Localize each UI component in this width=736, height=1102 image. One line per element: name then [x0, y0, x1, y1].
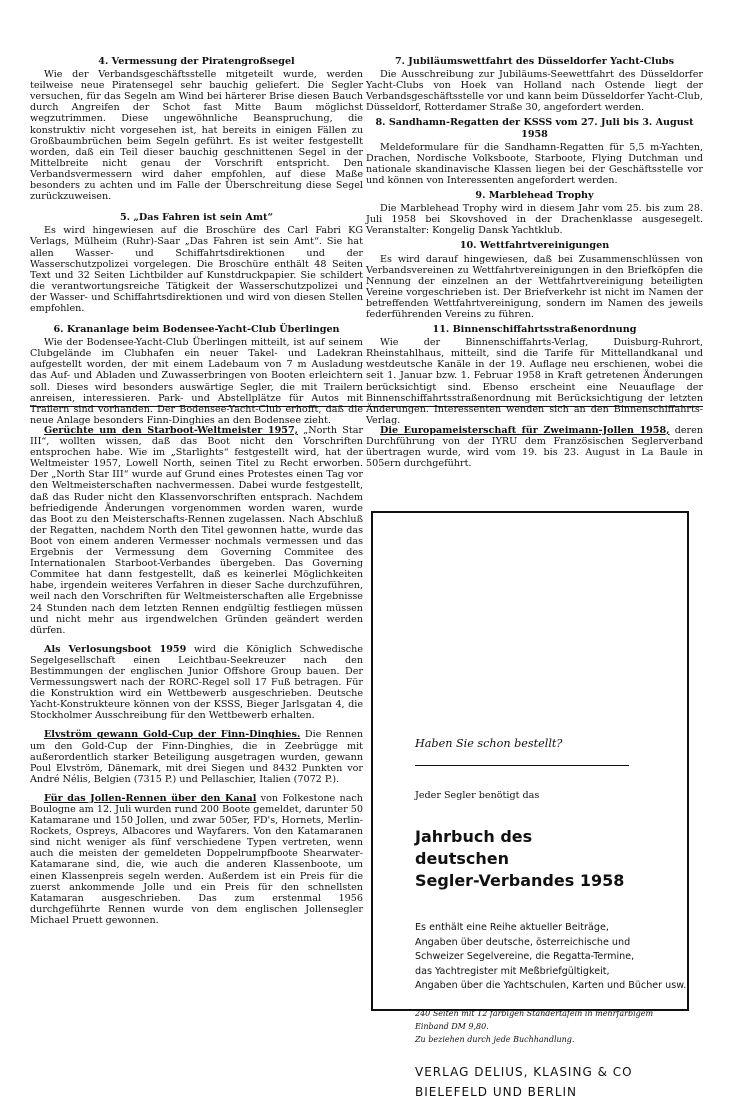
publisher-line: VERLAG DELIUS, KLASING & CO: [415, 1065, 633, 1079]
column-top-left: [30, 56, 363, 430]
news-item: [30, 644, 363, 722]
ad-intro: Jeder Segler benötigt das: [415, 790, 540, 801]
news-heading: Gerüchte um den Starboot-Weltmeister 1957,: [44, 425, 298, 436]
section-text: Es wird darauf hingewiesen, daß bei Zusammenschlüssen von Verbandsvereinen zu Wettfahrtvereinigungen in den Briefköpfen die Nennung der einzelnen an der Wettfahrtvereinigung beteiligten Vereine vorgeschrieben ist. Der Briefverkehr ist nicht im Namen der betreffenden Wettfahrtvereinigung, sondern im Namen des jeweils federführenden Vereins zu führen.: [366, 253, 703, 320]
ad-publisher: [415, 1062, 633, 1102]
ad-desc-line: Angaben über die Yachtschulen, Karten und Bücher usw.: [415, 980, 687, 991]
news-item: [30, 425, 363, 636]
column-bottom-right: [366, 425, 703, 473]
news-heading: Die Europameisterschaft für Zweimann-Jollen 1958,: [380, 425, 670, 436]
ad-divider: [415, 765, 629, 766]
news-text: Die Rennen um den Gold-Cup der Finn-Dinghies, die in Zeebrügge mit außerordentlich starker Beteiligung ausgetragen wurden, gewann Poul Elvström, Dänemark, mit drei Siegen und 8432 Punkten vor André Nélis, Belgien (7315 P.) und Pellaschier, Italien (7072 P.).: [30, 729, 364, 785]
section-heading: 4. Vermessung der Piratengroßsegel: [98, 56, 295, 67]
column-top-right: [366, 56, 703, 430]
ad-tagline: Haben Sie schon bestellt?: [415, 737, 563, 750]
ad-desc-line: Schweizer Segelvereine, die Regatta-Termine,: [415, 951, 635, 962]
section-heading: 10. Wettfahrtvereinigungen: [459, 240, 610, 252]
news-text: deren Durchführung von der IYRU dem Französischen Seglerverband übertragen wurde, wird vom 19. bis 23. August in La Baule in 505ern durchgeführt.: [366, 425, 704, 470]
news-text: „North Star III“, wollten wissen, daß das Boot nicht den Vorschriften entsprochen habe. Wie im „Starlights“ festgestellt wird, hat der Weltmeister 1957, Lowell North, seinen Titel zu Recht erworben. Der „North Star III“ wurde auf Grund eines Protestes einen Tag vor den Weltmeisterschaften nachvermessen. Dabei wurde festgestellt, daß das Ruder nicht den Klassenvorschriften entsprach. Nachdem befriedigende Änderungen vorgenommen worden waren, wurde das Boot zu den Meisterschafts-Rennen zugelassen. Nach Abschluß der Regatten, nachdem North den Titel gewonnen hatte, wurde das Boot von einem anderen Vermesser nochmals vermessen und das Ergebnis der Vermessung dem Governing Commitee des Internationalen Starboot-Verbandes übergeben. Das Governing Commitee hat dann festgestellt, daß es keinerlei Möglichkeiten habe, irgendein weiteres Verfahren in dieser Sache durchzuführen, weil nach den Vorschriften für Weltmeisterschaften alle Ergebnisse 24 Stunden nach dem letzten Rennen endgültig festliegen müssen und nicht mehr aus irgendwelchen Gründen geändert werden dürfen.: [30, 425, 363, 636]
news-item: [30, 793, 363, 926]
ad-title-line: deutschen: [415, 849, 509, 868]
ad-detail-line: Einband DM 9,80.: [415, 1022, 489, 1031]
news-heading: Elvström gewann Gold-Cup der Finn-Dinghies.: [44, 729, 301, 741]
section-text: Die Ausschreibung zur Jubiläums-Seewettfahrt des Düsseldorfer Yacht-Clubs von Hoek van Holland nach Ostende liegt der Verbandsgeschäftsstelle vor und kann beim Düsseldorfer Yacht-Club, Düsseldorf, Rotterdamer Straße 30, angefordert werden.: [366, 69, 703, 114]
section-heading: 8. Sandhamn-Regatten der KSSS vom 27. Juli bis 3. August 1958: [375, 117, 694, 140]
ad-desc-line: Es enthält eine Reihe aktueller Beiträge,: [415, 922, 609, 933]
section-text: Meldeformulare für die Sandhamn-Regatten für 5,5 m-Yachten, Drachen, Nordische Volksboote, Starboote, Flying Dutchman und nationale skandinavische Klassen liegen bei der Geschäftsstelle vor und können von Interessenten angefordert werden.: [366, 141, 703, 186]
ad-detail-line: Zu beziehen durch jede Buchhandlung.: [415, 1035, 575, 1044]
section-heading: 9. Marblehead Trophy: [475, 190, 594, 202]
section-text: Wie der Bodensee-Yacht-Club Überlingen mitteilt, ist auf seinem Clubgelände im Clubhafen ein neuer Takel- und Ladekran aufgestellt worden, der mit einem Ladebaum von 7 m Ausladung das Auf- und Abladen und Zuwasserbringen von Booten erleichtern soll. Dieses wird besonders auswärtige Segler, die mit Trailern anreisen, interessieren. Park- und Abstellplätze für Autos mit Trailern sind vorhanden. Der Bodensee-Yacht-Club erhofft, daß die neue Anlage besonders Finn-Dinghies an den Bodensee zieht.: [30, 337, 363, 426]
column-bottom-left: [30, 425, 363, 930]
ad-desc-line: Angaben über deutsche, österreichische und: [415, 936, 631, 948]
ad-title-line: Segler-Verbandes 1958: [415, 871, 625, 890]
ad-detail-line: 240 Seiten mit 12 farbigen Standertafeln in mehrfarbigem: [415, 1009, 654, 1018]
advertisement-box: [371, 511, 689, 1099]
section-text: Wie der Verbandsgeschäftsstelle mitgeteilt wurde, werden teilweise neue Piratensegel sehr bauchig geliefert. Die Segler versuchen, für das Segeln am Wind bei härterer Brise diesen Bauch durch Angreifen der Schot fast Mitte Baum möglichst wegzutrimmen. Diese ungewöhnliche Beanspruchung, die konstruktiv nicht vorgesehen ist, hat bereits in einigen Fällen zu Großbaumbrüchen beim Segeln geführt. Es ist weiter festgestellt worden, daß ein Teil dieser bauchig geschnittenen Segel in der Mittelbreite nicht genau der Vorschrift entspricht. Den Verbandsvermessern wird daher empfohlen, auf diese Maße besonders zu achten und im Falle der Überschreitung diese Segel zurückzuweisen.: [30, 69, 363, 203]
section-heading: 7. Jubiläumswettfahrt des Düsseldorfer Yacht-Clubs: [394, 56, 675, 67]
ad-details: [415, 1007, 653, 1046]
section-text: Wie der Binnenschiffahrts-Verlag, Duisburg-Ruhrort, Rheinstahlhaus, mitteilt, sind die Tarife für Mittellandkanal und westdeutsche Kanäle in der 19. Auflage neu erschienen, wobei die seit 1. Januar bzw. 1. Februar 1958 in Kraft getretenen Änderungen berücksichtigt sind. Ebenso erscheint eine Neuauflage der Binnenschiffahrtsstraßenordnung mit Berücksichtigung der letzten Änderungen. Interessenten wenden sich an den Binnenschiffahrts-Verlag.: [366, 337, 703, 426]
section-heading: 11. Binnenschiffahrtsstraßenordnung: [432, 324, 637, 336]
news-heading: Für das Jollen-Rennen über den Kanal: [44, 792, 257, 804]
ad-title-line: Jahrbuch des: [415, 827, 533, 846]
ad-title: [415, 826, 624, 892]
publisher-line: BIELEFELD UND BERLIN: [415, 1085, 578, 1099]
ad-desc-line: das Yachtregister mit Meßbriefgültigkeit,: [415, 965, 610, 977]
news-item: [30, 729, 363, 784]
horizontal-divider: [30, 406, 703, 407]
section-text: Es wird hingewiesen auf die Broschüre des Carl Fabri KG Verlags, Mülheim (Ruhr)-Saar „Das Fahren ist sein Amt“. Sie hat allen Wasser- und Schiffahrtsdirektionen und der Wasserschutzpolizei vorgelegen. Die Broschüre enthält 48 Seiten Text und 32 Seiten Lichtbilder auf Kunstdruckpapier. Sie schildert die verantwortungsreiche Tätigkeit der Wasserschutzpolizei und der Wasser- und Schiffahrtsdirektionen und wird von diesen Stellen empfohlen.: [30, 225, 363, 314]
news-text: von Folkestone nach Boulogne am 12. Juli wurden rund 200 Boote gemeldet, darunter 50 Katamarane und 150 Jollen, und zwar 505er, FD's, Hornets, Merlin-Rockets, Ospreys, Albacores und Wayfarers. Von den Katamaranen sind nicht weniger als fünf verschiedene Typen vertreten, wenn auch die meisten der gemeldeten Doppelrumpfboote Shearwater-Katamarane sind, die, wie auch die anderen Klassenboote, um einen Klassenpreis segeln werden. Außerdem ist ein Preis für die zuerst ankommende Jolle und ein Preis für den schnellsten Katamaran ausgeschrieben. Das zum erstenmal 1956 durchgeführte Rennen wurde von dem englischen Jollensegler Michael Pruett gewonnen.: [30, 792, 363, 926]
news-text: wird die Königlich Schwedische Segelgesellschaft einen Leichtbau-Seekreuzer nach den Bestimmungen der englischen Junior Offshore Group bauen. Der Vermessungswert nach der RORC-Regel soll 17 Fuß betragen. Für die Konstruktion wird ein Wettbewerb ausgeschrieben. Deutsche Yacht-Konstrukteure können von der KSSS, Bieger Jarlsgatan 4, die Stockholmer Ausschreibung für den Wettbewerb erhalten.: [30, 643, 363, 722]
section-heading: 5. „Das Fahren ist sein Amt“: [120, 212, 273, 224]
section-heading: 6. Krananlage beim Bodensee-Yacht-Club Überlingen: [53, 324, 340, 336]
ad-description: [415, 921, 686, 994]
news-item: [366, 425, 703, 469]
news-heading: Als Verlosungsboot 1959: [44, 643, 187, 655]
section-text: Die Marblehead Trophy wird in diesem Jahr vom 25. bis zum 28. Juli 1958 bei Skovshoved in der Drachenklasse ausgesegelt. Veranstalter: Kongelig Dansk Yachtklub.: [366, 203, 703, 237]
